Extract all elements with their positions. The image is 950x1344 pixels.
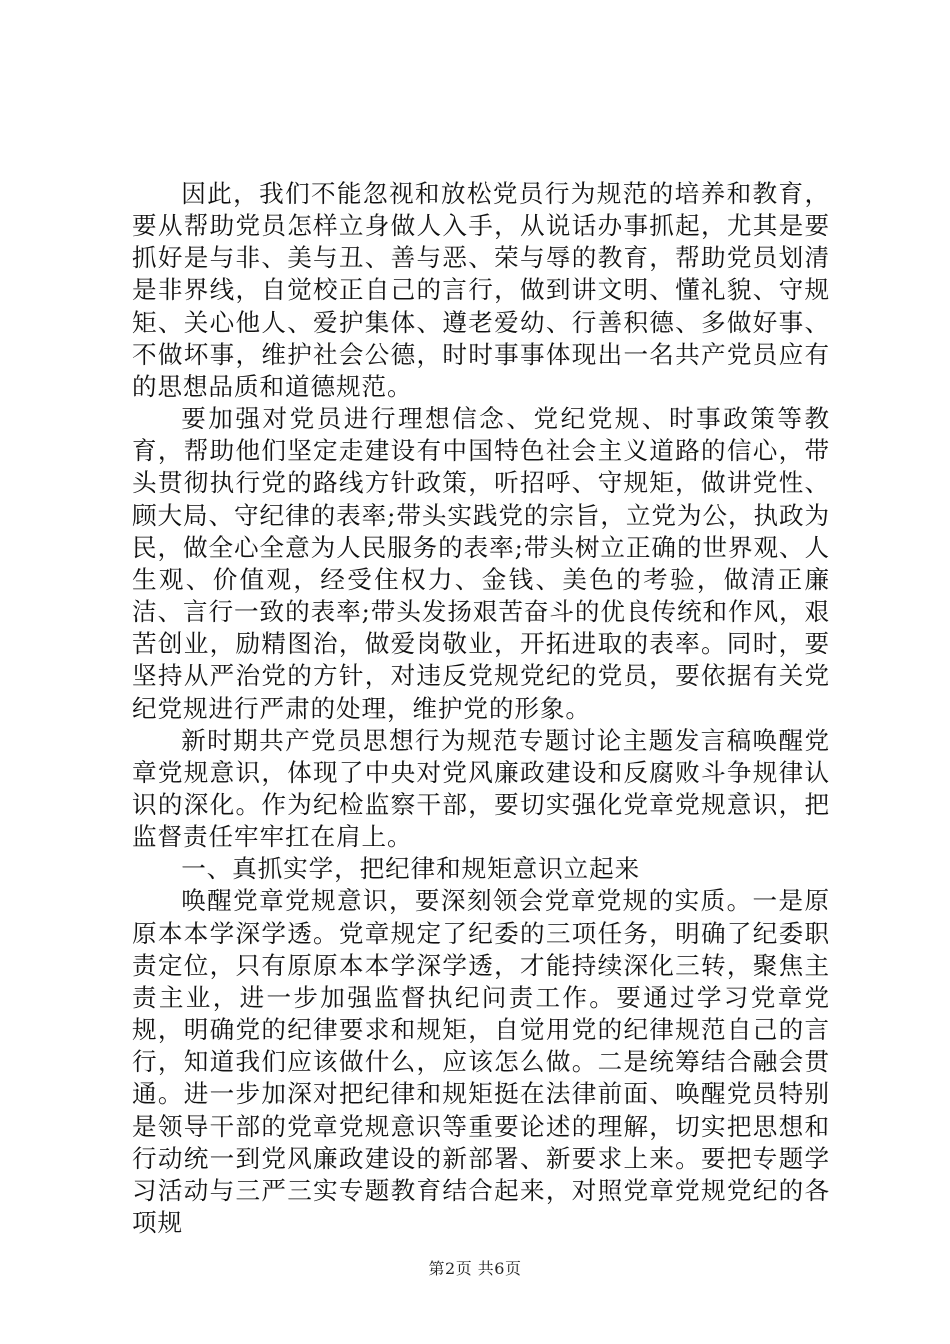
- section-heading: 一、真抓实学，把纪律和规矩意识立起来: [181, 854, 641, 884]
- document-body: [132, 178, 830, 1239]
- body-paragraph: 唤醒党章党规意识，要深刻领会党章党规的实质。一是原原本本学深学透。党章规定了纪委的三项任务，明确了纪委职责定位，只有原原本本学深学透，才能持续深化三转，聚焦主责主业，进一步加强监督执纪问责工作。要通过学习党章党规，明确党的纪律要求和规矩，自觉用党的纪律规范自己的言行，知道我们应该做什么，应该怎么做。二是统筹结合融会贯通。进一步加深对把纪律和规矩挺在法律前面、唤醒党员特别是领导干部的党章党规意识等重要论述的理解，切实把思想和行动统一到党风廉政建设的新部署、新要求上来。要把专题学习活动与三严三实专题教育结合起来，对照党章党规党纪的各项规: [132, 886, 830, 1237]
- body-paragraph: 因此，我们不能忽视和放松党员行为规范的培养和教育，要从帮助党员怎样立身做人入手，从说话办事抓起，尤其是要抓好是与非、美与丑、善与恶、荣与辱的教育，帮助党员划清是非界线，自觉校正自己的言行，做到讲文明、懂礼貌、守规矩、关心他人、爱护集体、遵老爱幼、行善积德、多做好事、不做坏事，维护社会公德，时时事事体现出一名共产党员应有的思想品质和道德规范。: [132, 179, 830, 401]
- page-number-footer: 第2页 共6页: [428, 1259, 522, 1278]
- body-paragraph: 要加强对党员进行理想信念、党纪党规、时事政策等教育，帮助他们坚定走建设有中国特色社会主义道路的信心，带头贯彻执行党的路线方针政策，听招呼、守规矩，做讲党性、顾大局、守纪律的表率;带头实践党的宗旨，立党为公，执政为民，做全心全意为人民服务的表率;带头树立正确的世界观、人生观、价值观，经受住权力、金钱、美色的考验，做清正廉洁、言行一致的表率;带头发扬艰苦奋斗的优良传统和作风，艰苦创业，励精图治，做爱岗敬业，开拓进取的表率。同时，要坚持从严治党的方针，对违反党规党纪的党员，要依据有关党纪党规进行严肃的处理，维护党的形象。: [132, 404, 830, 723]
- body-paragraph: 新时期共产党员思想行为规范专题讨论主题发言稿唤醒党章党规意识，体现了中央对党风廉政建设和反腐败斗争规律认识的深化。作为纪检监察干部，要切实强化党章党规意识，把监督责任牢牢扛在肩上。: [132, 725, 830, 852]
